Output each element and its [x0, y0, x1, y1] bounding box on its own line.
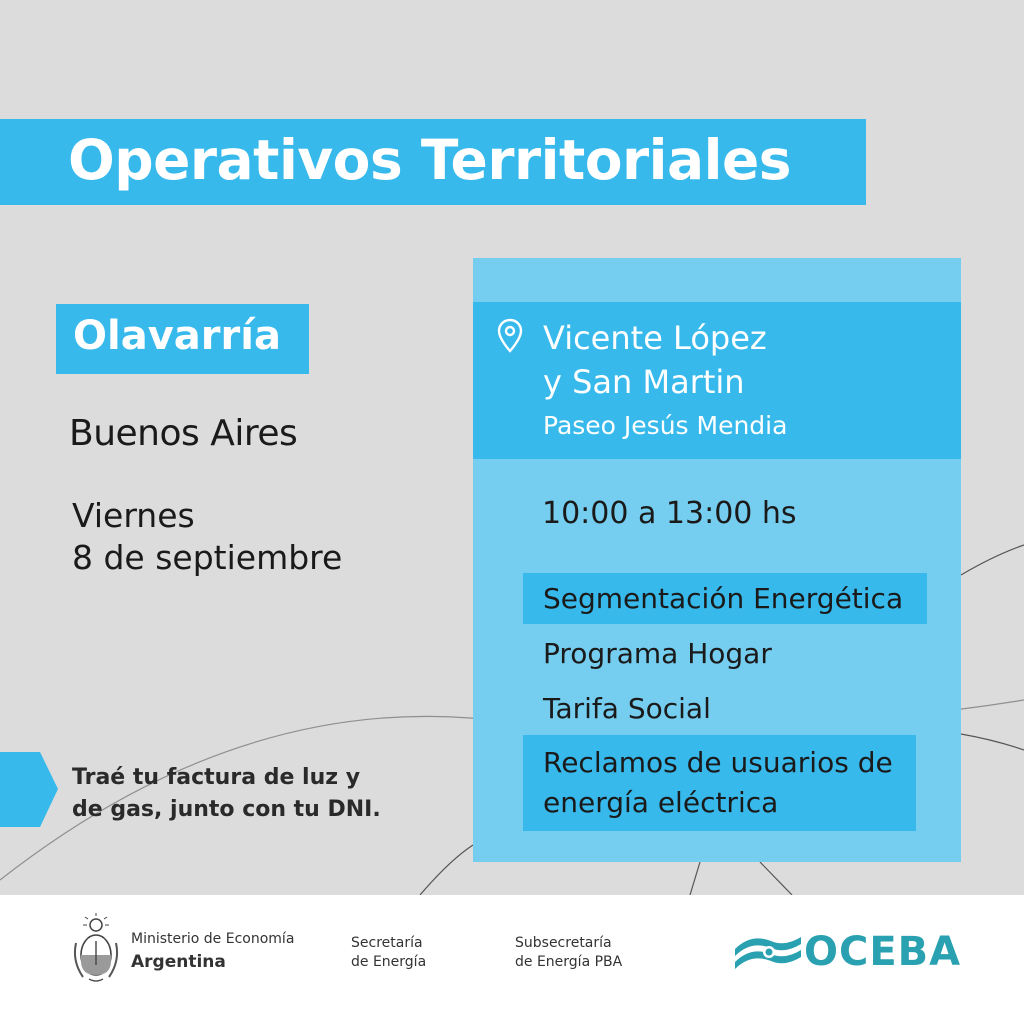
ministry-name: Ministerio de Economía: [131, 931, 295, 947]
city-label: Olavarría: [73, 313, 281, 359]
oceba-logo-text: OCEBA: [804, 929, 962, 975]
requirements-note: [72, 762, 381, 826]
location-pin-icon: [497, 318, 523, 354]
service-label: Programa Hogar: [543, 637, 772, 670]
secretaria-line-2: de Energía: [351, 954, 427, 970]
venue-name: Paseo Jesús Mendia: [543, 411, 788, 440]
note-line-1: Traé tu factura de luz y: [72, 765, 361, 790]
subsecretaria-energia-pba: [515, 934, 622, 972]
oceba-logo-icon: [731, 927, 805, 977]
service-label-line-2: energía eléctrica: [543, 786, 779, 819]
date-weekday: Viernes: [72, 496, 195, 535]
secretaria-line-1: Secretaría: [351, 935, 423, 951]
service-label: Segmentación Energética: [543, 582, 904, 615]
subsecretaria-line-1: Subsecretaría: [515, 935, 612, 951]
date-day: 8 de septiembre: [72, 538, 343, 577]
service-label-line-1: Reclamos de usuarios de: [543, 746, 893, 779]
ministry-country: Argentina: [131, 952, 226, 972]
subsecretaria-line-2: de Energía PBA: [515, 954, 623, 970]
province-label: Buenos Aires: [69, 413, 298, 454]
service-item: [543, 689, 711, 729]
address-line-2: y San Martin: [543, 363, 745, 401]
address-line-1: Vicente López: [543, 319, 767, 357]
service-item: [543, 579, 903, 619]
address: [543, 316, 767, 404]
service-label: Tarifa Social: [543, 692, 711, 725]
secretaria-energia: [351, 934, 426, 972]
page-title: Operativos Territoriales: [68, 128, 792, 192]
note-arrow-tab: [0, 752, 58, 827]
event-hours: 10:00 a 13:00 hs: [542, 496, 797, 531]
service-item: [543, 743, 893, 823]
event-date: [72, 495, 342, 579]
service-item: [543, 634, 772, 674]
note-line-2: de gas, junto con tu DNI.: [72, 797, 381, 822]
argentina-crest-icon: [71, 913, 121, 983]
